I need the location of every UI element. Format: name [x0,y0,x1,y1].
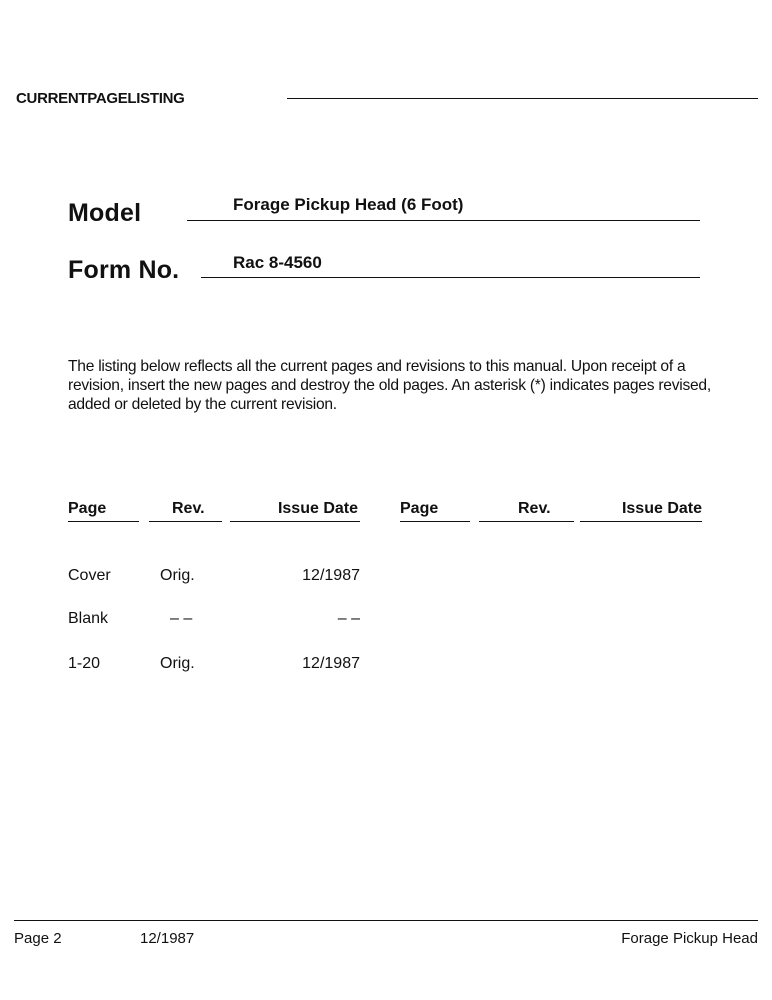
heading-rule [287,98,758,99]
page-heading: CURRENTPAGELISTING [16,90,185,107]
header-rule-issue-date-2 [580,521,702,522]
row-1-issue-date: 12/1987 [302,567,360,584]
row-3-page: 1-20 [68,655,101,672]
header-rule-rev-2 [479,521,574,522]
row-3-rev: Orig. [160,655,195,672]
row-3-issue-date: 12/1987 [302,655,360,672]
row-2-page: Blank [68,610,109,627]
model-value: Forage Pickup Head (6 Foot) [233,195,464,214]
footer-rule [14,920,758,921]
model-label: Model [68,199,142,227]
header-rev-1: Rev. [172,500,205,517]
form-number-label: Form No. [68,256,180,284]
footer-title: Forage Pickup Head [621,930,758,947]
header-rule-issue-date-1 [230,521,360,522]
intro-paragraph: The listing below reflects all the current pages and revisions to this manual. Upon receipt of a revision, insert the new pages and destroy the old pages. An asterisk (*) indicates pages revised, added or deleted by the current revision. [68,358,711,413]
header-issue-date-1: Issue Date [277,500,358,517]
form-number-value: Rac 8-4560 [233,253,322,272]
header-rev-2: Rev. [518,500,551,517]
model-underline [187,220,700,221]
footer-date: 12/1987 [140,930,195,947]
header-issue-date-2: Issue Date [621,500,702,517]
header-rule-page-1 [68,521,139,522]
row-2-rev: – – [170,610,193,627]
row-1-page: Cover [68,567,111,584]
header-rule-rev-1 [149,521,222,522]
header-page-1: Page [68,500,107,517]
form-number-underline [201,277,700,278]
row-1-rev: Orig. [160,567,195,584]
footer-page-number: Page 2 [14,930,62,947]
row-2-issue-date: – – [337,610,360,627]
header-rule-page-2 [400,521,470,522]
header-page-2: Page [400,500,439,517]
